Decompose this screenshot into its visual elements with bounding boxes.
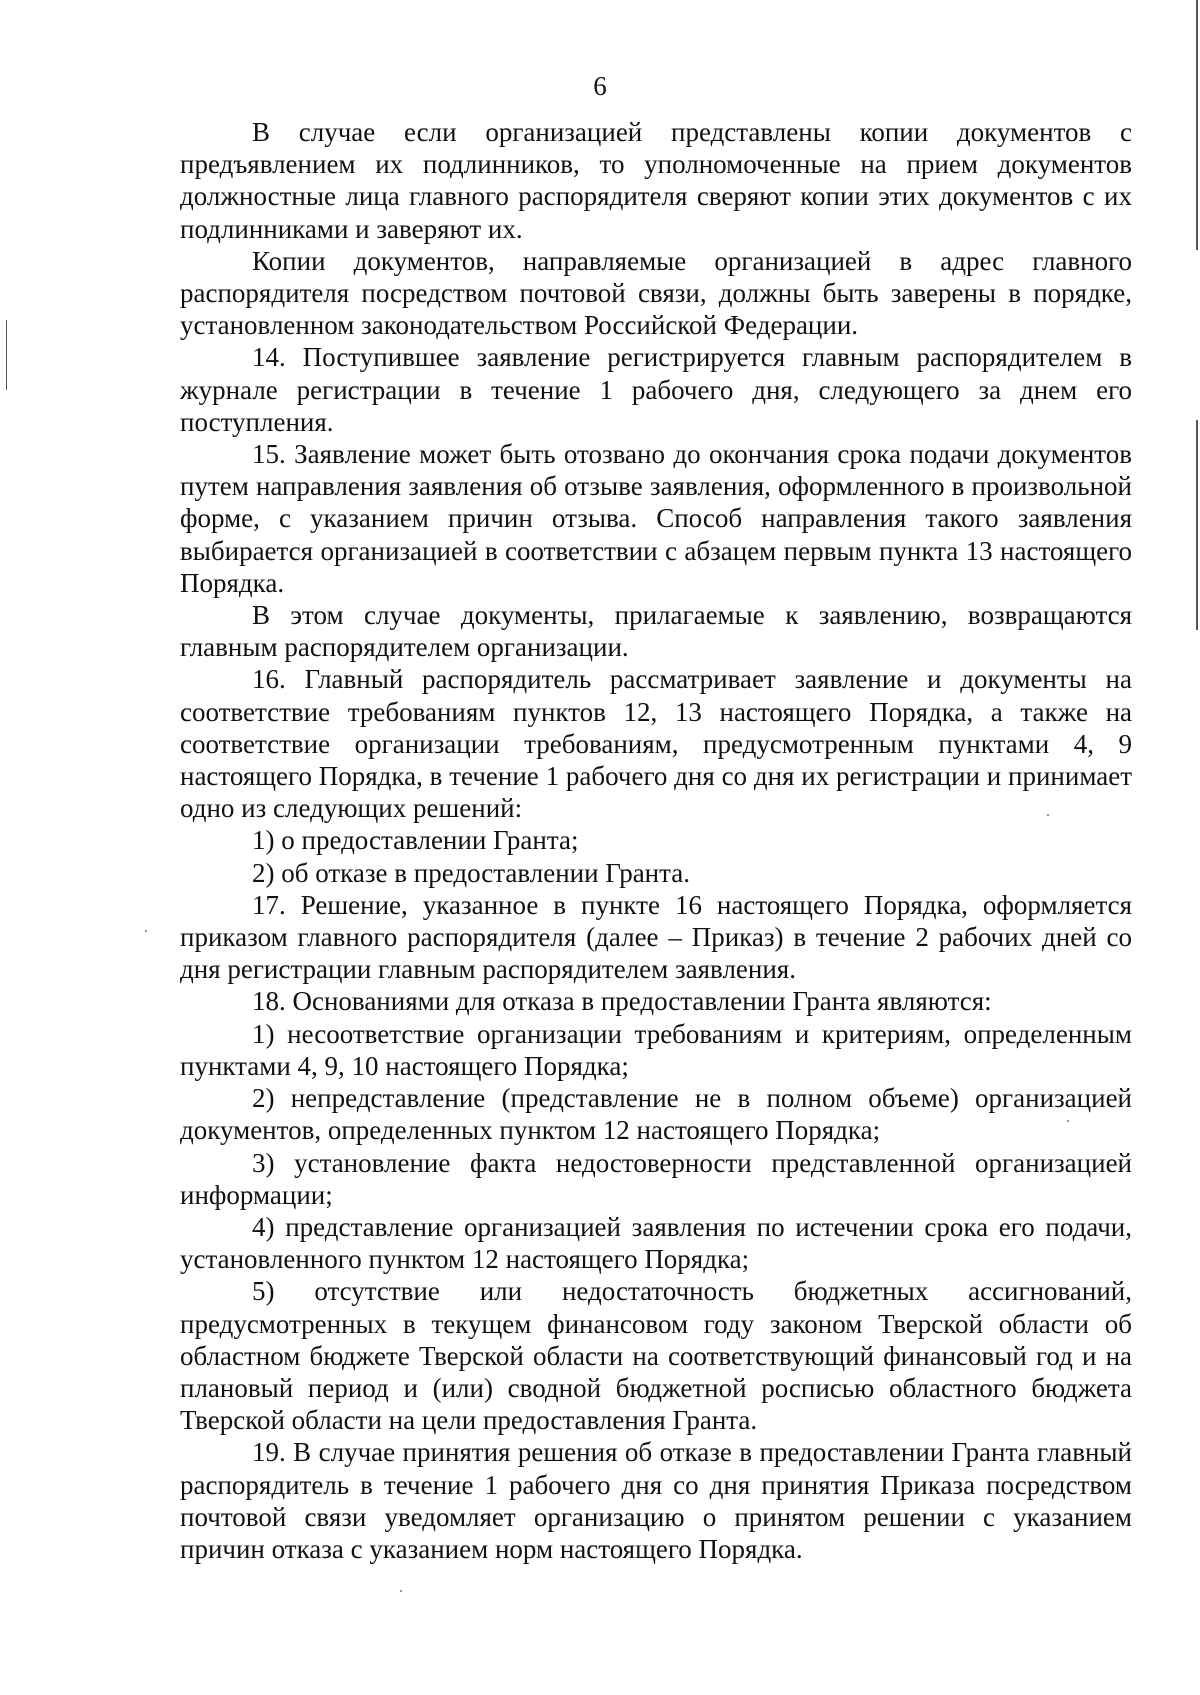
scan-speck [400, 1590, 402, 1592]
paragraph-14-registration: 14. Поступившее заявление регистрируется главным распорядителем в журнале регистрации в течение 1 рабочего дня, следующего за днем его поступления. [180, 342, 1132, 437]
paragraph-16-option-1: 1) о предоставлении Гранта; [252, 825, 579, 856]
paragraph-17-order: 17. Решение, указанное в пункте 16 настоящего Порядка, оформляется приказом главного распорядителя (далее – Приказ) в течение 2 рабочих дней со дня регистрации главным распорядителем заявления. [180, 889, 1132, 985]
paragraph-originals-verification: В случае если организацией представлены копии документов с предъявлением их подлинников, то уполномоченные на прием документов должностные лица главного распорядителя сверяют копии этих документов с их подлинниками и заверяют их. [180, 117, 1132, 244]
page-number: 6 [593, 71, 607, 101]
scan-speck [145, 930, 147, 932]
paragraph-15-return-documents: В этом случае документы, прилагаемые к заявлению, возвращаются главным распорядителем организации. [180, 600, 1132, 663]
paragraph-18-grounds: 18. Основаниями для отказа в предоставлении Гранта являются: [252, 986, 992, 1017]
document-body [180, 116, 1132, 1565]
paragraph-18-ground-4: 4) представление организацией заявления по истечении срока его подачи, установленного пунктом 12 настоящего Порядка; [180, 1211, 1132, 1275]
scan-edge-mark [6, 320, 7, 390]
scan-speck [1067, 1120, 1069, 1122]
paragraph-postal-copies: Копии документов, направляемые организацией в адрес главного распорядителя посредством почтовой связи, должны быть заверены в порядке, установленном законодательством Российской Федерации. [180, 245, 1132, 341]
paragraph-18-ground-3: 3) установление факта недостоверности представленной организацией информации; [180, 1147, 1132, 1210]
scan-speck [1047, 814, 1049, 816]
scan-edge-mark [1196, 420, 1198, 630]
paragraph-16-review: 16. Главный распорядитель рассматривает заявление и документы на соответствие требованиям пунктов 12, 13 настоящего Порядка, а также на соответствие организации требованиям, предусмотренным пунктами 4, 9 настоящего Порядка, в течение 1 рабочего дня со дня их регистрации и принимает одно из следующих решений: [180, 664, 1132, 824]
paragraph-16-option-2: 2) об отказе в предоставлении Гранта. [252, 857, 690, 888]
paragraph-15-withdrawal: 15. Заявление может быть отозвано до окончания срока подачи документов путем направления заявления об отзыве заявления, оформленного в произвольной форме, с указанием причин отзыва. Способ направления такого заявления выбирается организацией в соответствии с абзацем первым пункта 13 настоящего Порядка. [180, 439, 1132, 598]
paragraph-18-ground-5: 5) отсутствие или недостаточность бюджетных ассигнований, предусмотренных в текущем финансовом году законом Тверской области об областном бюджете Тверской области на соответствующий финансовый год и на плановый период и (или) сводной бюджетной росписью областного бюджета Тверской области на цели предоставления Гранта. [180, 1276, 1132, 1436]
paragraph-18-ground-2: 2) непредставление (представление не в полном объеме) организацией документов, определенных пунктом 12 настоящего Порядка; [180, 1083, 1132, 1146]
paragraph-19-notification: 19. В случае принятия решения об отказе в предоставлении Гранта главный распорядитель в течение 1 рабочего дня со дня принятия Приказа посредством почтовой связи уведомляет организацию о принятом решении с указанием причин отказа с указанием норм настоящего Порядка. [180, 1437, 1132, 1564]
scan-edge-mark [1196, 0, 1198, 250]
paragraph-18-ground-1: 1) несоответствие организации требованиям и критериям, определенным пунктами 4, 9, 10 настоящего Порядка; [180, 1018, 1132, 1081]
